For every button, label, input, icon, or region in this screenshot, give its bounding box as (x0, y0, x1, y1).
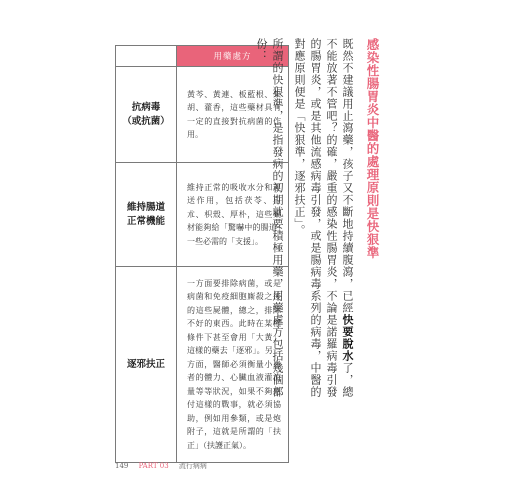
row-name-line: 維持腸道 (126, 201, 165, 213)
emphasis-text: 快要脫水 (341, 314, 354, 362)
article-heading: 感染性腸胃炎中醫的處理原則是快狠準 (365, 38, 380, 259)
row-name-line: 逐邪扶正 (126, 358, 165, 370)
table-corner-cell (116, 46, 177, 67)
row-name-expel-pathogen (116, 267, 177, 463)
paragraph-text: 既然不建議用止瀉藥，孩子又不斷地持續腹瀉，已經 (341, 38, 354, 314)
page-number: 149 (115, 462, 129, 470)
row-name-line: 正常機能 (126, 215, 165, 227)
table-header-prescription: 用藥處方 (177, 46, 289, 67)
row-name-intestinal (116, 163, 177, 267)
row-desc-antiviral: 黃芩、黃連、板藍根、柴胡、藿香，這些藥材具有一定的直接對抗病菌的作用。 (177, 67, 289, 163)
article-paragraph (291, 38, 355, 408)
row-name-antiviral (116, 67, 177, 163)
row-desc-intestinal: 維持正常的吸收水分和運送作用，包括茯苓、白朮、枳殼、厚朴，這些藥材能夠給「驚嚇中的腸道」一些必需的「支援」。 (177, 163, 289, 267)
row-desc-expel-pathogen: 一方面要排除病菌，或是病菌和免疫細胞廝殺之後的這些屍體，總之，排除不好的東西。此時在某種條件下甚至會用「大黃」這樣的藥去「逐邪」。另一方面，醫師必須衡量小患者的體力、心臟血液灌流量等等狀況，如果不夠應付這樣的戰事，就必須協助，例如用參類，或是炮附子，這就是所謂的「扶正」（扶護正氣）。 (177, 267, 289, 463)
paragraph-text: 了，總不能放著不管吧？的確，嚴重的感染性腸胃炎，不論是諾羅病毒引發的腸胃炎，或是其他流感病毒引發，或是腸病毒系列的病毒，中醫的對應原則便是「快狠準，逐邪扶正」。 (293, 38, 354, 398)
page-footer (115, 461, 207, 471)
part-label: PART 03 (138, 462, 169, 470)
article-paragraph: 所謂的快狠準，是指發病的初期就要積極用藥，用藥處方包括幾個部份： (255, 38, 284, 398)
article-body (255, 38, 355, 408)
section-title: 流行病病 (178, 462, 207, 470)
row-name-line: 抗病毒 (131, 101, 161, 113)
row-name-line: （或抗菌） (122, 115, 170, 127)
